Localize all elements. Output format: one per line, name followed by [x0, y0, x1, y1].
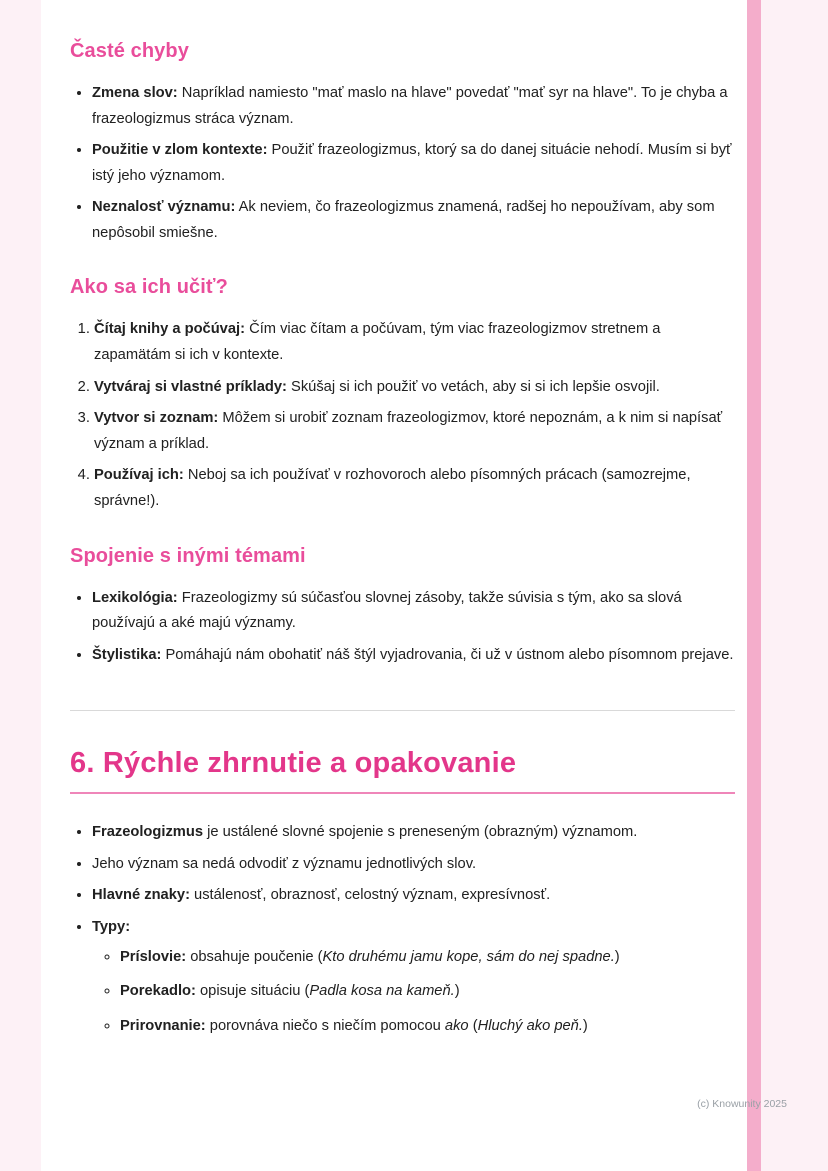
item-text: ): [614, 948, 620, 965]
how-to-learn-list: [70, 317, 735, 514]
item-term: Typy:: [92, 918, 131, 935]
chapter-heading-summary: 6. Rýchle zhrnutie a opakovanie: [70, 747, 517, 780]
list-item: [92, 820, 735, 846]
list-item: [120, 945, 735, 971]
list-item: [92, 883, 735, 909]
item-text: Neboj sa ich používať v rozhovoroch alebo písomných prácach (samozrejme, správne!).: [94, 467, 691, 509]
section-heading-common-mistakes: Časté chyby: [70, 40, 189, 62]
item-term: Neznalosť významu:: [92, 199, 236, 216]
item-example: Hluchý ako peň.: [477, 1017, 583, 1034]
list-item: [94, 463, 735, 514]
list-item: [92, 138, 735, 189]
list-item: [92, 915, 735, 1039]
item-term: Frazeologizmus: [92, 824, 203, 841]
types-sub-list: [92, 945, 735, 1040]
item-text: Čím viac čítam a počúvam, tým viac frazeologizmov stretnem a zapamätám si ich v kontexte.: [94, 321, 661, 364]
list-item: [92, 852, 735, 878]
list-item: [120, 1014, 735, 1040]
item-text: Skúšaj si ich použiť vo vetách, aby si si ich lepšie osvojil.: [286, 378, 660, 395]
item-term: Zmena slov:: [92, 85, 178, 101]
item-text: ): [454, 983, 460, 1000]
item-text: ): [582, 1017, 588, 1034]
item-text: je ustálené slovné spojenie s preneseným (obrazným) významom.: [203, 824, 638, 841]
list-item: [120, 979, 735, 1005]
item-term: Lexikológia:: [92, 589, 178, 606]
item-text: Frazeologizmy sú súčasťou slovnej zásoby, takže súvisia s tým, ako sa slová používajú a aké majú významy.: [92, 589, 682, 632]
item-example: Kto druhému jamu kope, sám do nej spadne.: [322, 948, 615, 965]
item-text: Ak neviem, čo frazeologizmus znamená, radšej ho nepoužívam, aby som nepôsobil smiešne.: [92, 199, 715, 241]
section-heading-how-to-learn: Ako sa ich učiť?: [70, 276, 228, 299]
item-text: Jeho význam sa nedá odvodiť z významu jednotlivých slov.: [92, 855, 477, 872]
item-term: Štylistika:: [92, 646, 162, 663]
list-item: [92, 195, 735, 246]
item-text: (: [468, 1017, 478, 1034]
section-divider: [70, 710, 735, 711]
list-item: [94, 375, 735, 401]
list-item: [92, 81, 735, 132]
item-term: Používaj ich:: [94, 467, 184, 484]
item-text: opisuje situáciu (: [195, 983, 310, 1000]
list-item: [92, 643, 735, 669]
item-example: Padla kosa na kameň.: [309, 983, 455, 1000]
item-text: Použiť frazeologizmus, ktorý sa do danej situácie nehodí. Musím si byť istý jeho významom.: [92, 142, 732, 184]
item-term: Čítaj knihy a počúvaj:: [94, 321, 245, 338]
item-text: obsahuje poučenie (: [186, 948, 323, 965]
item-text: Pomáhajú nám obohatiť náš štýl vyjadrovania, či už v ústnom alebo písomnom prejave.: [161, 646, 734, 663]
summary-list: [70, 820, 735, 1039]
item-term: Príslovie:: [120, 948, 187, 965]
list-item: [92, 586, 735, 637]
item-term: Porekadlo:: [120, 983, 196, 1000]
related-topics-list: [70, 586, 735, 669]
item-example: ako: [444, 1017, 469, 1034]
item-term: Vytváraj si vlastné príklady:: [94, 378, 287, 395]
heading-underline: [70, 792, 735, 794]
copyright-note: (c) Knowunity 2025: [697, 1098, 787, 1110]
list-item: [94, 406, 735, 457]
item-term: Prirovnanie:: [120, 1017, 206, 1034]
section-heading-related-topics: Spojenie s inými témami: [70, 544, 306, 567]
common-mistakes-list: [70, 81, 735, 246]
item-term: Použitie v zlom kontexte:: [92, 142, 268, 159]
document-sheet: [41, 0, 747, 1171]
item-text: Môžem si urobiť zoznam frazeologizmov, ktoré nepoznám, a k nim si napísať význam a príklad.: [94, 410, 723, 452]
item-text: porovnáva niečo s niečím pomocou: [205, 1017, 445, 1034]
item-term: Vytvor si zoznam:: [94, 410, 219, 427]
item-term: Hlavné znaky:: [92, 887, 190, 904]
pink-side-bar: [747, 0, 761, 1171]
item-text: ustálenosť, obraznosť, celostný význam, expresívnosť.: [189, 887, 551, 904]
item-text: Napríklad namiesto "mať maslo na hlave" povedať "mať syr na hlave". To je chyba a frazeologizmus stráca význam.: [92, 85, 728, 127]
document-content: [41, 0, 747, 1039]
list-item: [94, 317, 735, 368]
